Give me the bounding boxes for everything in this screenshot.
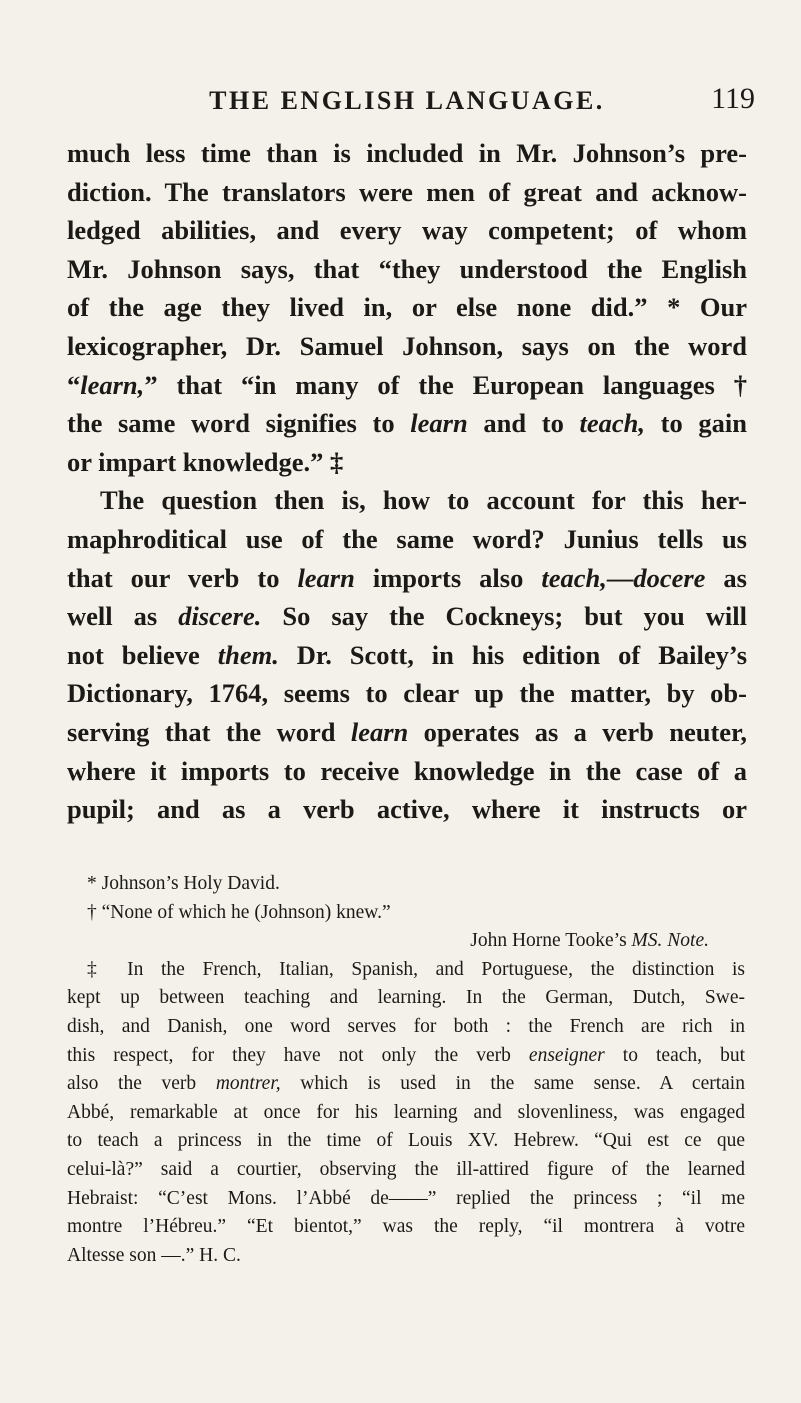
body-line: Dictionary, 1764, seems to clear up the matter, by ob- (67, 678, 747, 709)
footnote-line: dish, and Danish, one word serves for both : the French are rich in (67, 1015, 745, 1037)
body-line: Mr. Johnson says, that “they understood the English (67, 253, 747, 284)
body-line: The question then is, how to account for this her- (100, 485, 747, 516)
footnote-line: to teach a princess in the time of Louis XV. Hebrew. “Qui est ce que (67, 1130, 745, 1152)
body-line: maphroditical use of the same word? Junius tells us (67, 523, 747, 554)
body-line: pupil; and as a verb active, where it instructs or (67, 794, 747, 825)
body-line: “learn,” that “in many of the European languages † (67, 369, 747, 400)
body-line: lexicographer, Dr. Samuel Johnson, says on the word (67, 330, 747, 361)
body-line: or impart knowledge.” ‡ (67, 446, 344, 477)
body-line: serving that the word learn operates as a verb neuter, (67, 716, 747, 747)
footnote-line: kept up between teaching and learning. In the German, Dutch, Swe- (67, 987, 745, 1009)
body-line: ledged abilities, and every way competent; of whom (67, 215, 747, 246)
footnote-line: ‡ In the French, Italian, Spanish, and Portuguese, the distinction is (87, 958, 745, 980)
body-line: much less time than is included in Mr. Johnson’s pre- (67, 138, 747, 168)
footnote-line: Abbé, remarkable at once for his learning and slovenliness, was engaged (67, 1101, 745, 1123)
body-line: the same word signifies to learn and to teach, to gain (67, 408, 747, 439)
body-line: diction. The translators were men of great and acknow- (67, 176, 747, 207)
footnote-line: Altesse son —.” H. C. (67, 1244, 241, 1266)
body-text (67, 134, 747, 829)
footnotes (67, 870, 745, 1270)
page-number: 119 (711, 82, 755, 115)
footnote-line: celui-là?” said a courtier, observing the ill-attired figure of the learned (67, 1158, 745, 1180)
footnote-line: Hebraist: “C’est Mons. l’Abbé de——” replied the princess ; “il me (67, 1187, 745, 1209)
body-line: of the age they lived in, or else none did.” * Our (67, 292, 747, 323)
footnote-line: John Horne Tooke’s MS. Note. (470, 930, 709, 952)
footnote-line: * Johnson’s Holy David. (87, 873, 280, 894)
body-line: that our verb to learn imports also teach,—docere as (67, 562, 747, 593)
body-line: not believe them. Dr. Scott, in his edition of Bailey’s (67, 639, 748, 670)
footnote-line: montre l’Hébreu.” “Et bientot,” was the reply, “il montrera à votre (67, 1216, 745, 1238)
footnote-line: also the verb montrer, which is used in the same sense. A certain (67, 1073, 745, 1095)
footnote-line: this respect, for they have not only the verb enseigner to teach, but (67, 1044, 745, 1066)
body-line: where it imports to receive knowledge in the case of a (67, 755, 747, 786)
running-title: THE ENGLISH LANGUAGE. (209, 86, 605, 115)
body-line: well as discere. So say the Cockneys; but you will (67, 601, 747, 632)
footnote-line: † “None of which he (Johnson) knew.” (87, 901, 391, 923)
page-header (67, 80, 755, 122)
